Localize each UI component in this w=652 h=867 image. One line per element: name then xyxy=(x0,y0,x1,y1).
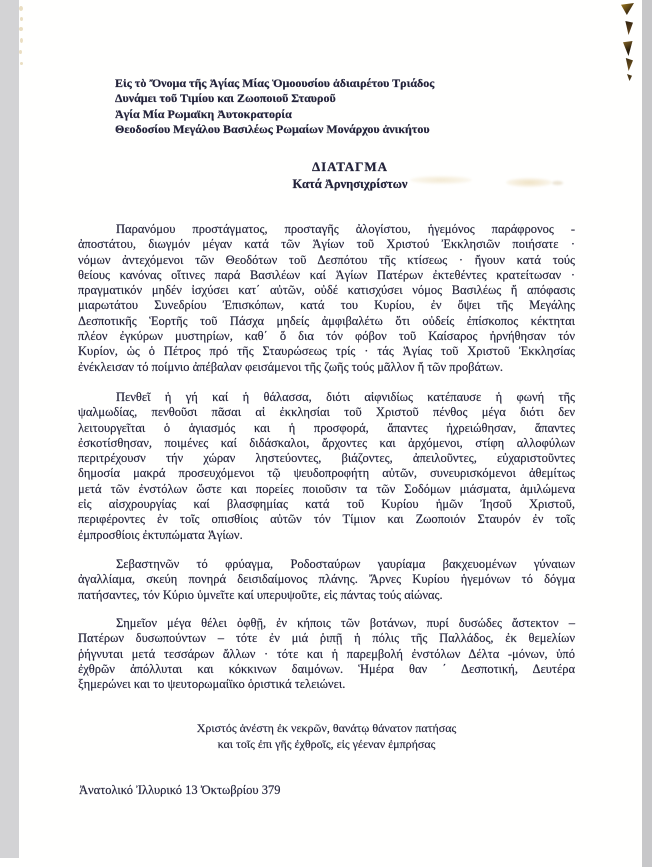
scanner-edge-right xyxy=(642,0,652,867)
paragraph-4 xyxy=(78,616,575,692)
text-line: Ἁγία Μία Ρωμαϊκη Ἀυτοκρατορία xyxy=(115,106,292,121)
scan-speck xyxy=(19,27,23,31)
text-line: δημοσία μακρά προσευχόμενοι τῷ ψευδοπροφήτη αὐτῶν, συνευρισκόμενοι ἀθεμίτως xyxy=(78,466,575,481)
document-subtitle: Κατά Ἀρνησιχρίστων xyxy=(292,176,408,191)
scan-artifact xyxy=(621,3,634,15)
scan-speck xyxy=(20,38,23,43)
text-line: ἐχθρῶν ἀπόλλυται και κόκκινων δαιμόνων. Ἡμέρα θαν ΄ Δεσποτική, Δευτέρα xyxy=(78,661,575,676)
scan-artifact xyxy=(623,41,633,56)
text-line: πατήσαντες, τόν Κύριο ὑμνεῖτε καί υπερυψοῦτε, εἰς πάντας τούς αἰώνας. xyxy=(78,587,443,602)
text-line: Πενθεῖ ἡ γή καί ἡ θάλασσα, διότι αἰφνιδίως κατέπαυσε ἡ φωνή τῆς xyxy=(116,390,575,404)
text-line: Εἰς τὸ Ὄνομα τῆς Ἁγίας Μίας Ὁμοουσίου ἀδιαιρέτου Τριάδος xyxy=(115,76,435,90)
scan-speck xyxy=(19,50,22,54)
text-line: πραγματικόν μηδέν ἰσχύσει κατ΄ αὐτῶν, οὐδέ κατισχύσει νόμος Βασιλέως ἤ απόφασις xyxy=(78,283,575,298)
title-block xyxy=(0,159,652,192)
scan-artifact xyxy=(624,21,633,35)
text-line: Σημεῖον μέγα θέλει ὀφθῇ, ἐν κήποις τῶν βοτάνων, πυρί δυσώδες ἄστεκτον – xyxy=(116,616,575,630)
text-line: Παρανόμου προστάγματος, προσταγῆς ἀλογίστου, ἡγεμόνος παράφρονος - xyxy=(116,222,575,236)
paragraph-3 xyxy=(78,557,575,603)
dateline: Ἀνατολικό Ἰλλυρικό 13 Ὀκτωβρίου 379 xyxy=(79,783,281,797)
text-line: Χριστός ἀνέστη ἐκ νεκρῶν, θανάτῳ θάνατον πατήσας xyxy=(196,721,457,735)
scan-speck xyxy=(19,6,23,11)
text-line: εἰς αἰσχρουργίας καί βλασφημίας κατά τοῦ Κυρίου ἡμῶν Ἰησοῦ Χριστοῦ, xyxy=(78,497,575,512)
text-line: Σεβαστηνῶν τό φρύαγμα, Ροδοσταύρων γαυρίαμα βακχευομένων γύναιων xyxy=(116,557,575,571)
text-line: περιτρέχουσν τήν χώραν ληστεύοντες, βιάζοντες, ἀπειλοῦντες, εὐχαριστοῦντες xyxy=(78,451,575,466)
text-line: ἐσκοτίσθησαν, ποιμένες καί διδάσκαλοι, ἄρχοντες και ἀρχόμενοι, στίφη αλλοφύλων xyxy=(78,435,575,450)
scan-artifact xyxy=(627,74,632,81)
text-line: πλέον ἐγκύρων μυστηρίων, καθ΄ ὅ δια τόν φόβον τοῦ Καίσαρος ἠρνήθησαν τόν xyxy=(78,329,575,344)
text-line: Πατέρων δυσωπούντων – τότε ἐν μιά ῥιπῇ ἡ πόλις τῆς Παλλάδος, ἐκ θεμελίων xyxy=(78,631,575,646)
text-line: και τοῖς ἐπι γῆς ἐχθροῖς, εἰς γέεναν ἐμπρήσας xyxy=(217,736,436,751)
closing-verse xyxy=(78,721,575,752)
text-line: μιαρωτάτου Συνεδρίου Ἐπισκόπων, κατά του Κυρίου, ἐν ὄψει τῆς Μεγάλης xyxy=(78,298,575,313)
scan-speck xyxy=(20,62,23,65)
text-line: Δυνάμει τοῦ Τιμίου και Ζωοποιοῦ Σταυροῦ xyxy=(115,91,336,106)
text-line: περιφέροντες ἐν τοῖς οπισθίοις αὐτῶν τόν Τίμιον και Ζωοποιόν Σταυρόν ἐν τοῖς xyxy=(78,512,575,527)
scan-artifact xyxy=(625,58,633,71)
text-line: νόμων ἀντεχόμενοι τῶν Θεοδότων τοῦ Δεσπότου τῆς κτίσεως · ἤγουν κατά τούς xyxy=(78,252,575,267)
text-line: Κυρίον, ὡς ὁ Πέτρος πρό τῆς Σταυρώσεως τρίς · τάς Ἁγίας τοῦ Χριστοῦ Ἐκκλησίας xyxy=(78,344,575,359)
text-line: ἐνέκλεισαν τό ποίμνιο ἀπέβαλαν φεισάμενοι τῆς ζωῆς τούς μᾶλλον ἤ τῶν προβάτων. xyxy=(78,359,504,374)
scan-speck xyxy=(20,17,23,21)
text-line: ἐμπροσθίοις ἐκτυπώματα Ἁγίων. xyxy=(78,527,243,542)
text-line: ξημερώνει και το ψευτορωμαίϊκο ὁριστικά τελειώνει. xyxy=(78,677,346,692)
text-line: θείους κανόνας οἵτινες παρά Βασιλέων καί Ἁγίων Πατέρων ἐκτεθέντες κρατείτωσαν · xyxy=(78,267,575,282)
text-line: μετά τῶν ἐνστόλων ὥστε και πορείες ποιοῦσιν τα τῶν Σοδόμων μιάσματα, ἁμιλώμενα xyxy=(78,481,575,496)
scanner-edge-left xyxy=(0,0,19,858)
text-line: Θεοδοσίου Μεγάλου Βασιλέως Ρωμαίων Μονάρχου ἀνικήτου xyxy=(115,122,430,137)
paragraph-1 xyxy=(78,222,575,375)
text-line: ῥήγνυται μετά τεσσάρων ἄλλων · τότε και ἡ παρεμβολή ἐνστόλων Δέλτα -μόνων, ὑπό xyxy=(78,646,575,661)
invocation-block xyxy=(115,76,595,138)
text-line: ψαλμωδίας, πενθοῦσι πᾶσαι αἱ ἐκκλησίαι τοῦ Χριστοῦ πένθος μέγα διότι δεν xyxy=(78,405,575,420)
paragraph-2 xyxy=(78,390,575,543)
text-line: ἀποστάτου, διωγμόν μέγαν κατά τῶν Ἁγίων τοῦ Χριστού Ἐκκλησιῶν ποιήσατε · xyxy=(78,237,575,252)
text-line: Δεσποτικῆς Ἑορτῆς τοῦ Πάσχα μηδείς ἀμφιβαλέτω ὅτι οὐδείς ἐπίσκοπος κέκτηται xyxy=(78,313,575,328)
text-line: λειτουργεῖται ὁ ἁγιασμός και ἡ προσφορά, ἅπαντες ἠχρειώθησαν, ἅπαντες xyxy=(78,420,575,435)
document-title: ΔΙΑΤΑΓΜΑ xyxy=(311,159,389,174)
text-line: ἀγαλλίαμα, σκεύη πονηρά δεισιδαίμονος πλάνης. Ἄρνες Κυρίου ἡγεμόνων τό δόγμα xyxy=(78,572,575,587)
